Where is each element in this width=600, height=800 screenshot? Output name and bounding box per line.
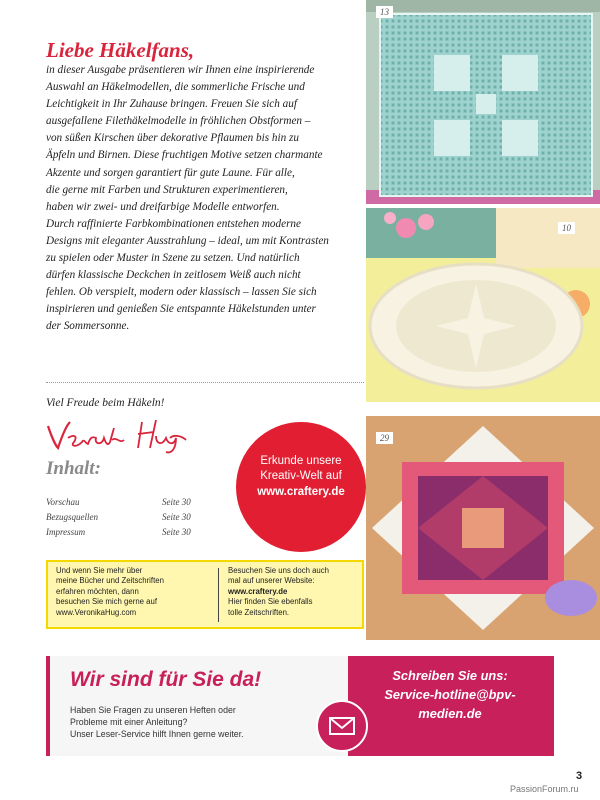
promo-line-2: Kreativ-Welt auf	[260, 470, 342, 482]
info-left	[56, 566, 206, 618]
info-line: besuchen Sie mich gerne auf	[56, 597, 157, 607]
toc-page: Seite 30	[162, 512, 191, 522]
promo-line-1: Erkunde unsere	[260, 455, 342, 467]
greeting-title: Liebe Häkelfans,	[46, 38, 195, 62]
contact-heading: Schreiben Sie uns:	[392, 668, 508, 683]
intro-line: zu spielen oder Muster in Szene zu setzen. Und natürlich	[46, 252, 300, 265]
toc-row	[46, 512, 196, 527]
intro-line: inspirieren und genießen Sie entspannte Häkelstunden unter	[46, 303, 316, 316]
intro-line: Äpfeln und Birnen. Diese fruchtigen Motive setzen charmante	[46, 149, 323, 162]
photo-blue-doily	[366, 0, 600, 204]
intro-line: ausgefallene Filethäkelmodelle in fröhlichen Obstformen –	[46, 115, 311, 128]
info-line: Und wenn Sie mehr über	[56, 566, 143, 575]
photo-cream-doily	[366, 208, 600, 402]
intro-text	[46, 62, 361, 336]
watermark: PassionForum.ru	[510, 784, 579, 794]
promo-url[interactable]: www.craftery.de	[257, 486, 345, 498]
service-text	[70, 704, 244, 740]
closing-line: Viel Freude beim Häkeln!	[46, 397, 165, 409]
info-line: erfahren möchten, dann	[56, 586, 139, 596]
photo-number: 29	[376, 432, 393, 444]
info-line: Besuchen Sie uns doch auch	[228, 566, 329, 575]
intro-line: Leichtigkeit in Ihr Zuhause bringen. Freuen Sie sich auf	[46, 98, 297, 111]
photo-purple-doily	[366, 416, 600, 640]
intro-line: der Sommersonne.	[46, 320, 130, 333]
intro-line: Auswahl an Häkelmodellen, die sommerliche Frische und	[46, 81, 305, 94]
promo-circle[interactable]	[236, 422, 366, 552]
service-line: Haben Sie Fragen zu unseren Heften oder	[70, 705, 236, 715]
table-of-contents	[46, 497, 196, 542]
intro-line: in dieser Ausgabe präsentieren wir Ihnen eine inspirierende	[46, 64, 315, 76]
toc-row	[46, 527, 196, 542]
toc-label: Vorschau	[46, 497, 80, 507]
intro-line: fehlen. Ob verspielt, modern oder klassisch – lassen Sie sich	[46, 286, 317, 299]
contact-email[interactable]: Service-hotline@bpv-	[384, 687, 516, 702]
contact-text	[360, 666, 540, 723]
info-line: Hier finden Sie ebenfalls	[228, 597, 313, 607]
intro-line: Durch raffinierte Farbkombinationen entstehen moderne	[46, 217, 301, 230]
blue-doily-image	[366, 0, 600, 204]
toc-label: Bezugsquellen	[46, 512, 98, 522]
envelope-icon[interactable]	[316, 700, 368, 752]
info-link[interactable]: www.craftery.de	[228, 586, 288, 596]
info-box	[46, 560, 364, 629]
info-right	[228, 566, 358, 618]
intro-line: dürfen klassische Deckchen in zeitlosem Weiß auch nicht	[46, 269, 301, 282]
toc-label: Impressum	[46, 527, 86, 537]
info-link[interactable]: www.VeronikaHug.com	[56, 607, 137, 617]
intro-line: Designs mit eleganter Ausstrahlung – ideal, um mit Kontrasten	[46, 234, 329, 247]
intro-line: Akzente und sorgen garantiert für gute Laune. Für alle,	[46, 166, 295, 179]
signature-image	[44, 414, 194, 454]
toc-title: Inhalt:	[46, 458, 101, 479]
purple-doily-image	[366, 416, 600, 640]
page-number: 3	[576, 770, 583, 782]
info-separator	[218, 568, 219, 622]
info-line: mal auf unserer Website:	[228, 576, 315, 586]
info-line: meine Bücher und Zeitschriften	[56, 576, 164, 586]
service-line: Probleme mit einer Anleitung?	[70, 717, 188, 727]
info-line: tolle Zeitschriften.	[228, 607, 290, 617]
intro-line: haben wir zwei- und dreifarbige Modelle entworfen.	[46, 200, 280, 213]
photo-number: 13	[376, 6, 393, 18]
cream-doily-image	[366, 208, 600, 402]
toc-row	[46, 497, 196, 512]
intro-line: von süßen Kirschen über dekorative Pflaumen bis hin zu	[46, 132, 299, 145]
toc-page: Seite 30	[162, 497, 191, 507]
toc-page: Seite 30	[162, 527, 191, 537]
contact-email-cont[interactable]: medien.de	[418, 706, 482, 721]
service-line: Unser Leser-Service hilft Ihnen gerne weiter.	[70, 729, 244, 739]
divider	[46, 382, 364, 383]
service-title: Wir sind für Sie da!	[70, 668, 262, 691]
photo-number: 10	[558, 222, 575, 234]
intro-line: die gerne mit Farben und Strukturen experimentieren,	[46, 183, 288, 196]
